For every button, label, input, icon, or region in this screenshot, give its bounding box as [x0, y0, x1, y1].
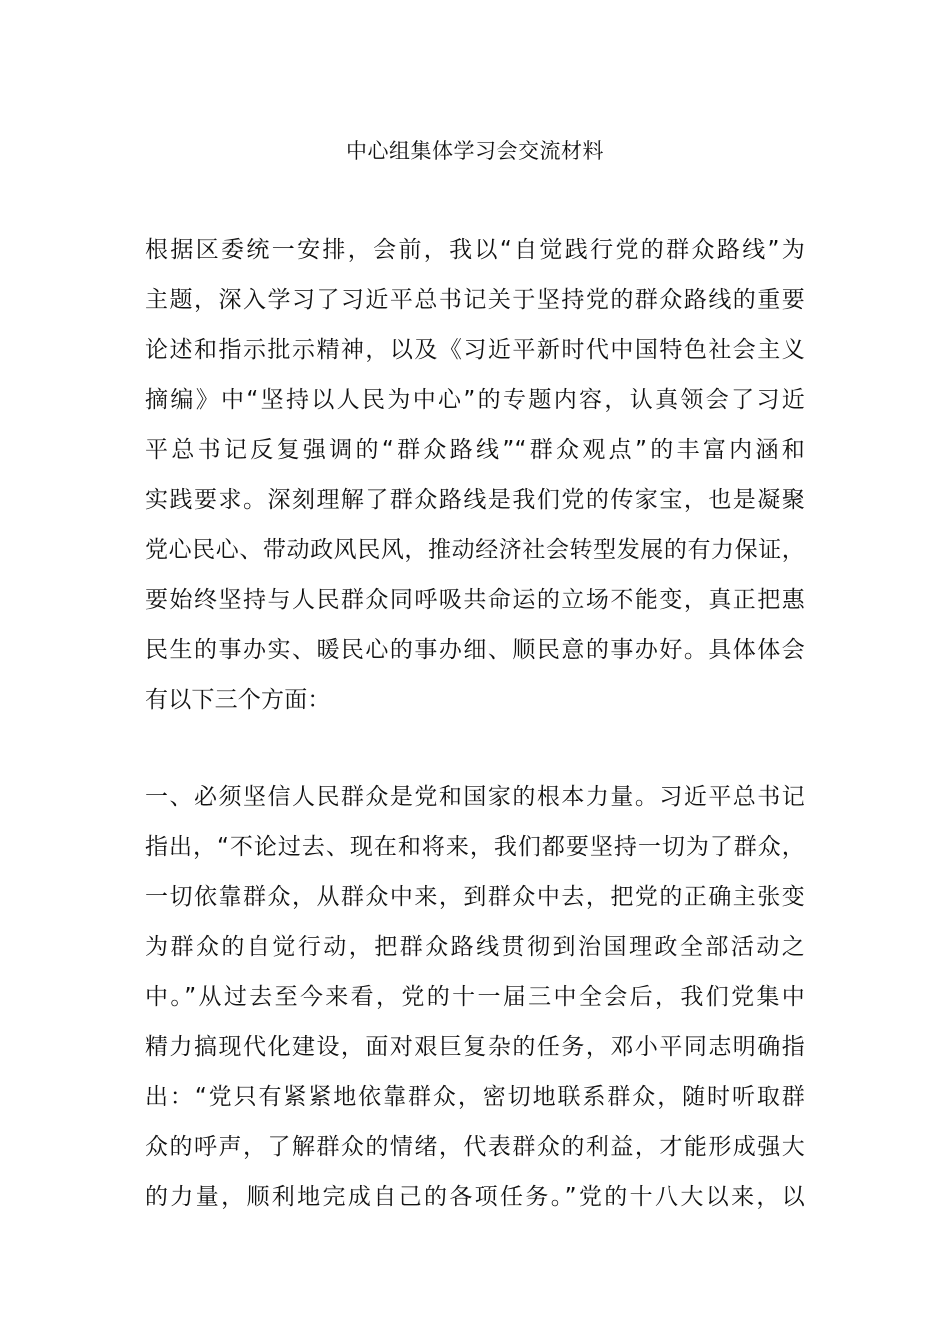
paragraph-line: 出：“党只有紧紧地依靠群众，密切地联系群众，随时听取群: [145, 1084, 805, 1110]
paragraph-line: 实践要求。深刻理解了群众路线是我们党的传家宝，也是凝聚: [145, 487, 805, 513]
paragraph-intro: [145, 225, 805, 725]
paragraph-line: 有以下三个方面：: [145, 687, 331, 713]
paragraph-line: 摘编》中“坚持以人民为中心”的专题内容，认真领会了习近: [145, 387, 805, 413]
paragraph-line: 主题，深入学习了习近平总书记关于坚持党的群众路线的重要: [145, 287, 805, 313]
paragraph-line: 为群众的自觉行动，把群众路线贯彻到治国理政全部活动之: [145, 934, 805, 960]
paragraph-line: 民生的事办实、暖民心的事办细、顺民意的事办好。具体体会: [145, 637, 805, 663]
document-title: 中心组集体学习会交流材料: [346, 139, 604, 163]
paragraph-line: 一切依靠群众，从群众中来，到群众中去，把党的正确主张变: [145, 884, 805, 910]
paragraph-line: 指出，“不论过去、现在和将来，我们都要坚持一切为了群众，: [145, 834, 805, 860]
paragraph-line: 根据区委统一安排，会前，我以“自觉践行党的群众路线”为: [145, 237, 805, 263]
paragraph-line: 党心民心、带动政风民风，推动经济社会转型发展的有力保证，: [145, 537, 805, 563]
paragraph-section-one: [145, 772, 805, 1222]
paragraph-line: 精力搞现代化建设，面对艰巨复杂的任务，邓小平同志明确指: [145, 1034, 805, 1060]
paragraph-line: 中。”从过去至今来看，党的十一届三中全会后，我们党集中: [145, 984, 805, 1010]
paragraph-line: 要始终坚持与人民群众同呼吸共命运的立场不能变，真正把惠: [145, 587, 805, 613]
paragraph-line: 一、必须坚信人民群众是党和国家的根本力量。习近平总书记: [145, 784, 805, 810]
paragraph-line: 论述和指示批示精神，以及《习近平新时代中国特色社会主义: [145, 337, 805, 363]
paragraph-line: 众的呼声，了解群众的情绪，代表群众的利益，才能形成强大: [145, 1134, 805, 1160]
paragraph-line: 的力量，顺利地完成自己的各项任务。”党的十八大以来，以: [145, 1184, 805, 1210]
paragraph-line: 平总书记反复强调的“群众路线”“群众观点”的丰富内涵和: [145, 437, 805, 463]
